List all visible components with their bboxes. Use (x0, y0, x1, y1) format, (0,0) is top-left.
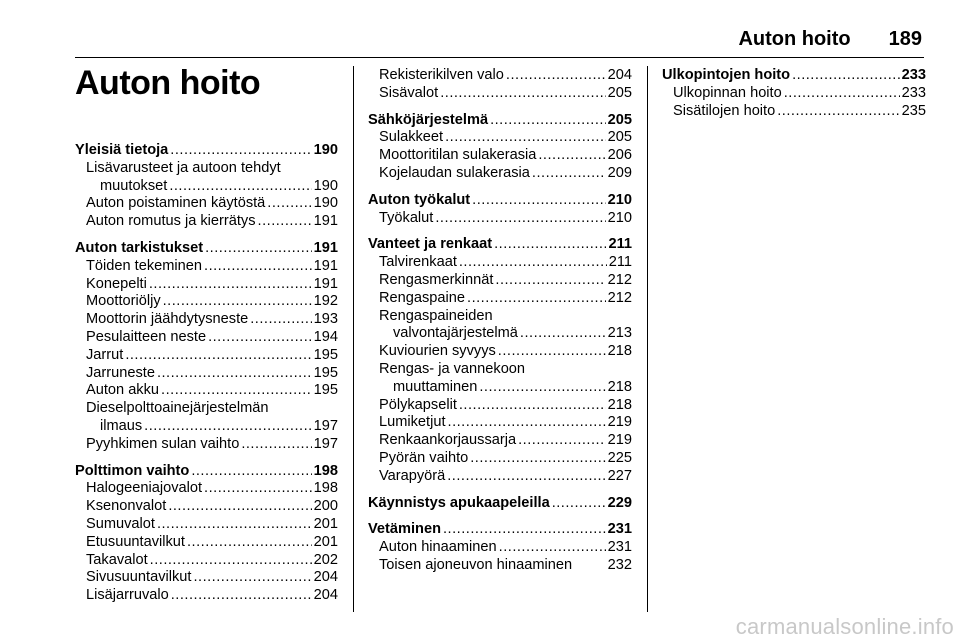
dot-leader (193, 569, 311, 587)
toc-page-number: 211 (608, 236, 632, 253)
toc-page-number: 233 (901, 84, 926, 101)
toc-entry[interactable] (368, 450, 632, 468)
toc-entry[interactable] (75, 329, 338, 347)
toc-entry-title: Lumiketjut (379, 414, 446, 431)
toc-entry[interactable] (75, 569, 338, 587)
toc-entry[interactable] (368, 129, 632, 147)
column-divider-2 (647, 66, 648, 612)
toc-entry-title: valvontajärjestelmä (393, 325, 518, 342)
dot-leader (144, 418, 311, 436)
toc-entry[interactable] (75, 552, 338, 570)
toc-entry[interactable] (368, 379, 632, 397)
toc-entry-title: Yleisiä tietoja (75, 142, 169, 158)
toc-entry[interactable] (75, 178, 338, 196)
toc-entry-title: Sulakkeet (379, 129, 444, 146)
toc-entry[interactable] (368, 539, 632, 557)
column-divider-1 (353, 66, 354, 612)
dot-leader (208, 329, 312, 347)
dot-leader (538, 147, 605, 165)
dot-leader (150, 552, 312, 570)
toc-entry[interactable] (368, 210, 632, 228)
toc-page-number: 232 (607, 556, 632, 573)
toc-page-number: 225 (607, 449, 632, 466)
toc-page-number: 231 (607, 521, 632, 538)
toc-entry-line: Dieselpolttoainejärjestelmän (86, 400, 269, 417)
toc-entry[interactable] (75, 293, 338, 311)
dot-leader (163, 293, 312, 311)
toc-page-number: 194 (313, 328, 338, 345)
toc-entry-title: muutokset (100, 177, 168, 194)
toc-section[interactable] (368, 495, 632, 513)
toc-page-number: 190 (313, 142, 338, 158)
dot-leader (506, 67, 606, 85)
dot-leader (440, 85, 605, 103)
toc-entry-title: Sähköjärjestelmä (368, 111, 489, 128)
dot-leader (520, 325, 606, 343)
page-title: Auton hoito (75, 64, 261, 102)
toc-page-number: 191 (313, 257, 338, 274)
dot-leader (459, 397, 606, 415)
toc-entry[interactable] (662, 103, 926, 121)
toc-entry-title: muuttaminen (393, 378, 478, 395)
dot-leader (157, 365, 312, 383)
toc-entry[interactable] (75, 436, 338, 454)
toc-entry[interactable] (75, 534, 338, 552)
toc-entry-title: Sumuvalot (86, 515, 155, 532)
toc-page-number: 204 (607, 67, 632, 83)
toc-entry-title: Sivusuuntavilkut (86, 569, 192, 586)
toc-page-number: 229 (607, 494, 632, 511)
toc-entry-title: Moottoriöljy (86, 293, 161, 310)
toc-page-number: 206 (607, 147, 632, 164)
toc-entry[interactable] (75, 382, 338, 400)
page-number: 189 (888, 28, 922, 50)
toc-page-number: 209 (607, 164, 632, 181)
dot-leader (494, 236, 606, 254)
dot-leader (161, 382, 312, 400)
toc-entry[interactable] (368, 67, 632, 85)
toc-entry[interactable] (368, 165, 632, 183)
toc-column-2 (368, 67, 632, 575)
toc-page-number: 219 (607, 432, 632, 449)
dot-leader (498, 343, 606, 361)
toc-entry-title: Etusuuntavilkut (86, 533, 185, 550)
toc-entry-title: Rengasmerkinnät (379, 271, 494, 288)
dot-leader (499, 539, 606, 557)
toc-page-number: 201 (313, 533, 338, 550)
dot-leader (125, 347, 311, 365)
dot-leader (204, 480, 312, 498)
toc-page-number: 201 (313, 515, 338, 532)
toc-entry-title: Jarruneste (86, 364, 155, 381)
dot-leader (168, 498, 311, 516)
toc-page-number: 212 (607, 289, 632, 306)
dot-leader (777, 103, 899, 121)
toc-entry-title: Renkaankorjaussarja (379, 432, 517, 449)
toc-entry-title: Auton poistaminen käytöstä (86, 195, 266, 212)
toc-entry-title: Vanteet ja renkaat (368, 236, 493, 253)
dot-leader (149, 276, 312, 294)
toc-entry-title: Ksenonvalot (86, 498, 167, 515)
toc-entry[interactable] (368, 272, 632, 290)
toc-entry-title: Työkalut (379, 209, 434, 226)
toc-entry-title: Vetäminen (368, 521, 441, 538)
toc-entry-title: Pyyhkimen sulan vaihto (86, 435, 240, 452)
toc-entry-title: Moottoritilan sulakerasia (379, 147, 537, 164)
toc-entry[interactable] (75, 498, 338, 516)
toc-page-number: 233 (901, 67, 926, 83)
toc-page-number: 205 (607, 111, 632, 128)
dot-leader (490, 112, 606, 130)
toc-page-number: 210 (607, 191, 632, 208)
toc-entry-title: Jarrut (86, 346, 124, 363)
toc-page-number: 218 (607, 343, 632, 360)
toc-entry-title: Rekisterikilven valo (379, 67, 504, 83)
toc-entry-title: Auton työkalut (368, 191, 471, 208)
toc-entry-title: Moottorin jäähdytysneste (86, 311, 249, 328)
toc-entry[interactable] (368, 254, 632, 272)
dot-leader (443, 521, 606, 539)
toc-entry-title: Auton akku (86, 382, 160, 399)
dot-leader (241, 436, 311, 454)
toc-page-number: 197 (313, 435, 338, 452)
toc-entry[interactable] (368, 397, 632, 415)
toc-column-3 (662, 67, 926, 120)
toc-page-number: 200 (313, 498, 338, 515)
toc-section[interactable] (368, 236, 632, 254)
toc-page-number: 195 (313, 346, 338, 363)
toc-page-number: 191 (313, 213, 338, 230)
running-head-title: Auton hoito (738, 28, 851, 50)
toc-page-number: 198 (313, 462, 338, 479)
toc-entry-title: Polttimon vaihto (75, 462, 190, 479)
toc-entry-title: Varapyörä (379, 467, 446, 484)
toc-entry-title: Auton hinaaminen (379, 539, 497, 556)
toc-entry-title: Pesulaitteen neste (86, 328, 207, 345)
toc-page-number: 198 (313, 480, 338, 497)
toc-entry[interactable] (75, 258, 338, 276)
dot-leader (267, 195, 311, 213)
dot-leader (250, 311, 311, 329)
dot-leader (157, 516, 312, 534)
toc-entry[interactable] (662, 85, 926, 103)
dot-leader (792, 67, 900, 85)
running-head (738, 28, 922, 54)
toc-entry[interactable] (75, 365, 338, 383)
toc-entry-title: Lisäjarruvalo (86, 587, 169, 604)
toc-entry[interactable] (75, 311, 338, 329)
dot-leader (258, 213, 312, 231)
toc-page-number: 190 (313, 177, 338, 194)
dot-leader (495, 272, 605, 290)
dot-leader (191, 463, 311, 481)
toc-page-number: 195 (313, 382, 338, 399)
toc-entry-title: Konepelti (86, 275, 147, 292)
toc-entry[interactable] (368, 414, 632, 432)
toc-entry-title: Toisen ajoneuvon hinaaminen (379, 556, 573, 573)
toc-entry[interactable] (75, 195, 338, 213)
toc-section[interactable] (662, 67, 926, 85)
toc-section[interactable] (75, 240, 338, 258)
dot-leader (459, 254, 607, 272)
toc-page-number: 218 (607, 396, 632, 413)
dot-leader (435, 210, 605, 228)
toc-entry-title: Auton romutus ja kierrätys (86, 213, 256, 230)
toc-entry[interactable] (368, 432, 632, 450)
toc-section[interactable] (368, 521, 632, 539)
toc-page-number: 211 (608, 254, 632, 271)
toc-page-number: 235 (901, 102, 926, 119)
toc-entry[interactable] (368, 290, 632, 308)
toc-page-number: 227 (607, 467, 632, 484)
toc-entry[interactable] (368, 557, 632, 575)
toc-entry-title: Kojelaudan sulakerasia (379, 164, 530, 181)
watermark: carmanualsonline.info (735, 614, 954, 639)
toc-entry[interactable] (368, 325, 632, 343)
toc-page-number: 193 (313, 311, 338, 328)
toc-section[interactable] (368, 112, 632, 130)
toc-entry[interactable] (75, 418, 338, 436)
toc-entry[interactable] (75, 587, 338, 605)
toc-page-number: 205 (607, 129, 632, 146)
toc-entry-line: Lisävarusteet ja autoon tehdyt (86, 159, 281, 176)
toc-page-number: 197 (313, 417, 338, 434)
toc-page-number: 191 (313, 275, 338, 292)
toc-entry-title: Sisätilojen hoito (673, 102, 776, 119)
toc-page-number: 205 (607, 84, 632, 101)
toc-entry-title: ilmaus (100, 417, 143, 434)
dot-leader (187, 534, 312, 552)
toc-entry-title: Auton tarkistukset (75, 239, 204, 256)
toc-entry[interactable] (75, 213, 338, 231)
dot-leader (532, 165, 606, 183)
toc-page-number: 218 (607, 378, 632, 395)
toc-entry[interactable] (368, 147, 632, 165)
toc-entry-title: Ulkopintojen hoito (662, 67, 791, 83)
dot-leader (205, 240, 312, 258)
toc-entry-title: Takavalot (86, 551, 148, 568)
toc-entry-title: Töiden tekeminen (86, 257, 203, 274)
dot-leader (171, 587, 312, 605)
dot-leader (552, 495, 606, 513)
toc-entry-title: Rengaspaine (379, 289, 466, 306)
dot-leader (448, 414, 606, 432)
toc-section[interactable] (75, 463, 338, 481)
toc-entry-title: Ulkopinnan hoito (673, 84, 782, 101)
toc-page-number: 195 (313, 364, 338, 381)
toc-page-number: 219 (607, 414, 632, 431)
toc-entry[interactable] (75, 516, 338, 534)
toc-page-number: 204 (313, 587, 338, 604)
toc-entry-title: Talvirenkaat (379, 254, 457, 271)
dot-leader (169, 178, 311, 196)
toc-entry-title: Sisävalot (379, 84, 439, 101)
header-rule (75, 57, 924, 58)
toc-page-number: 213 (607, 325, 632, 342)
toc-entry[interactable] (368, 468, 632, 486)
dot-leader (204, 258, 312, 276)
toc-entry-title: Kuviourien syvyys (379, 343, 496, 360)
toc-page-number: 204 (313, 569, 338, 586)
dot-leader (472, 192, 605, 210)
dot-leader (470, 450, 605, 468)
toc-page-number: 210 (607, 209, 632, 226)
dot-leader (170, 142, 311, 160)
toc-column-1 (75, 142, 338, 605)
toc-entry[interactable] (75, 480, 338, 498)
toc-entry-title: Pölykapselit (379, 396, 457, 413)
toc-entry-line: Rengas- ja vannekoon (379, 360, 526, 377)
toc-entry-title: Pyörän vaihto (379, 449, 469, 466)
toc-section[interactable] (75, 142, 338, 160)
dot-leader (784, 85, 900, 103)
toc-entry-title: Käynnistys apukaapeleilla (368, 494, 550, 511)
toc-page-number: 190 (313, 195, 338, 212)
toc-entry-line: Rengaspaineiden (379, 307, 493, 324)
toc-entry[interactable] (368, 85, 632, 103)
dot-leader (447, 468, 605, 486)
toc-entry[interactable] (75, 347, 338, 365)
toc-page-number: 191 (313, 239, 338, 256)
toc-page-number: 202 (313, 551, 338, 568)
dot-leader (518, 432, 606, 450)
toc-section[interactable] (368, 192, 632, 210)
dot-leader (479, 379, 605, 397)
dot-leader (445, 129, 606, 147)
dot-leader (467, 290, 606, 308)
toc-page-number: 192 (313, 293, 338, 310)
toc-entry-title: Halogeeniajovalot (86, 480, 203, 497)
toc-entry[interactable] (75, 276, 338, 294)
toc-page-number: 231 (607, 539, 632, 556)
toc-page-number: 212 (607, 271, 632, 288)
toc-entry[interactable] (368, 343, 632, 361)
